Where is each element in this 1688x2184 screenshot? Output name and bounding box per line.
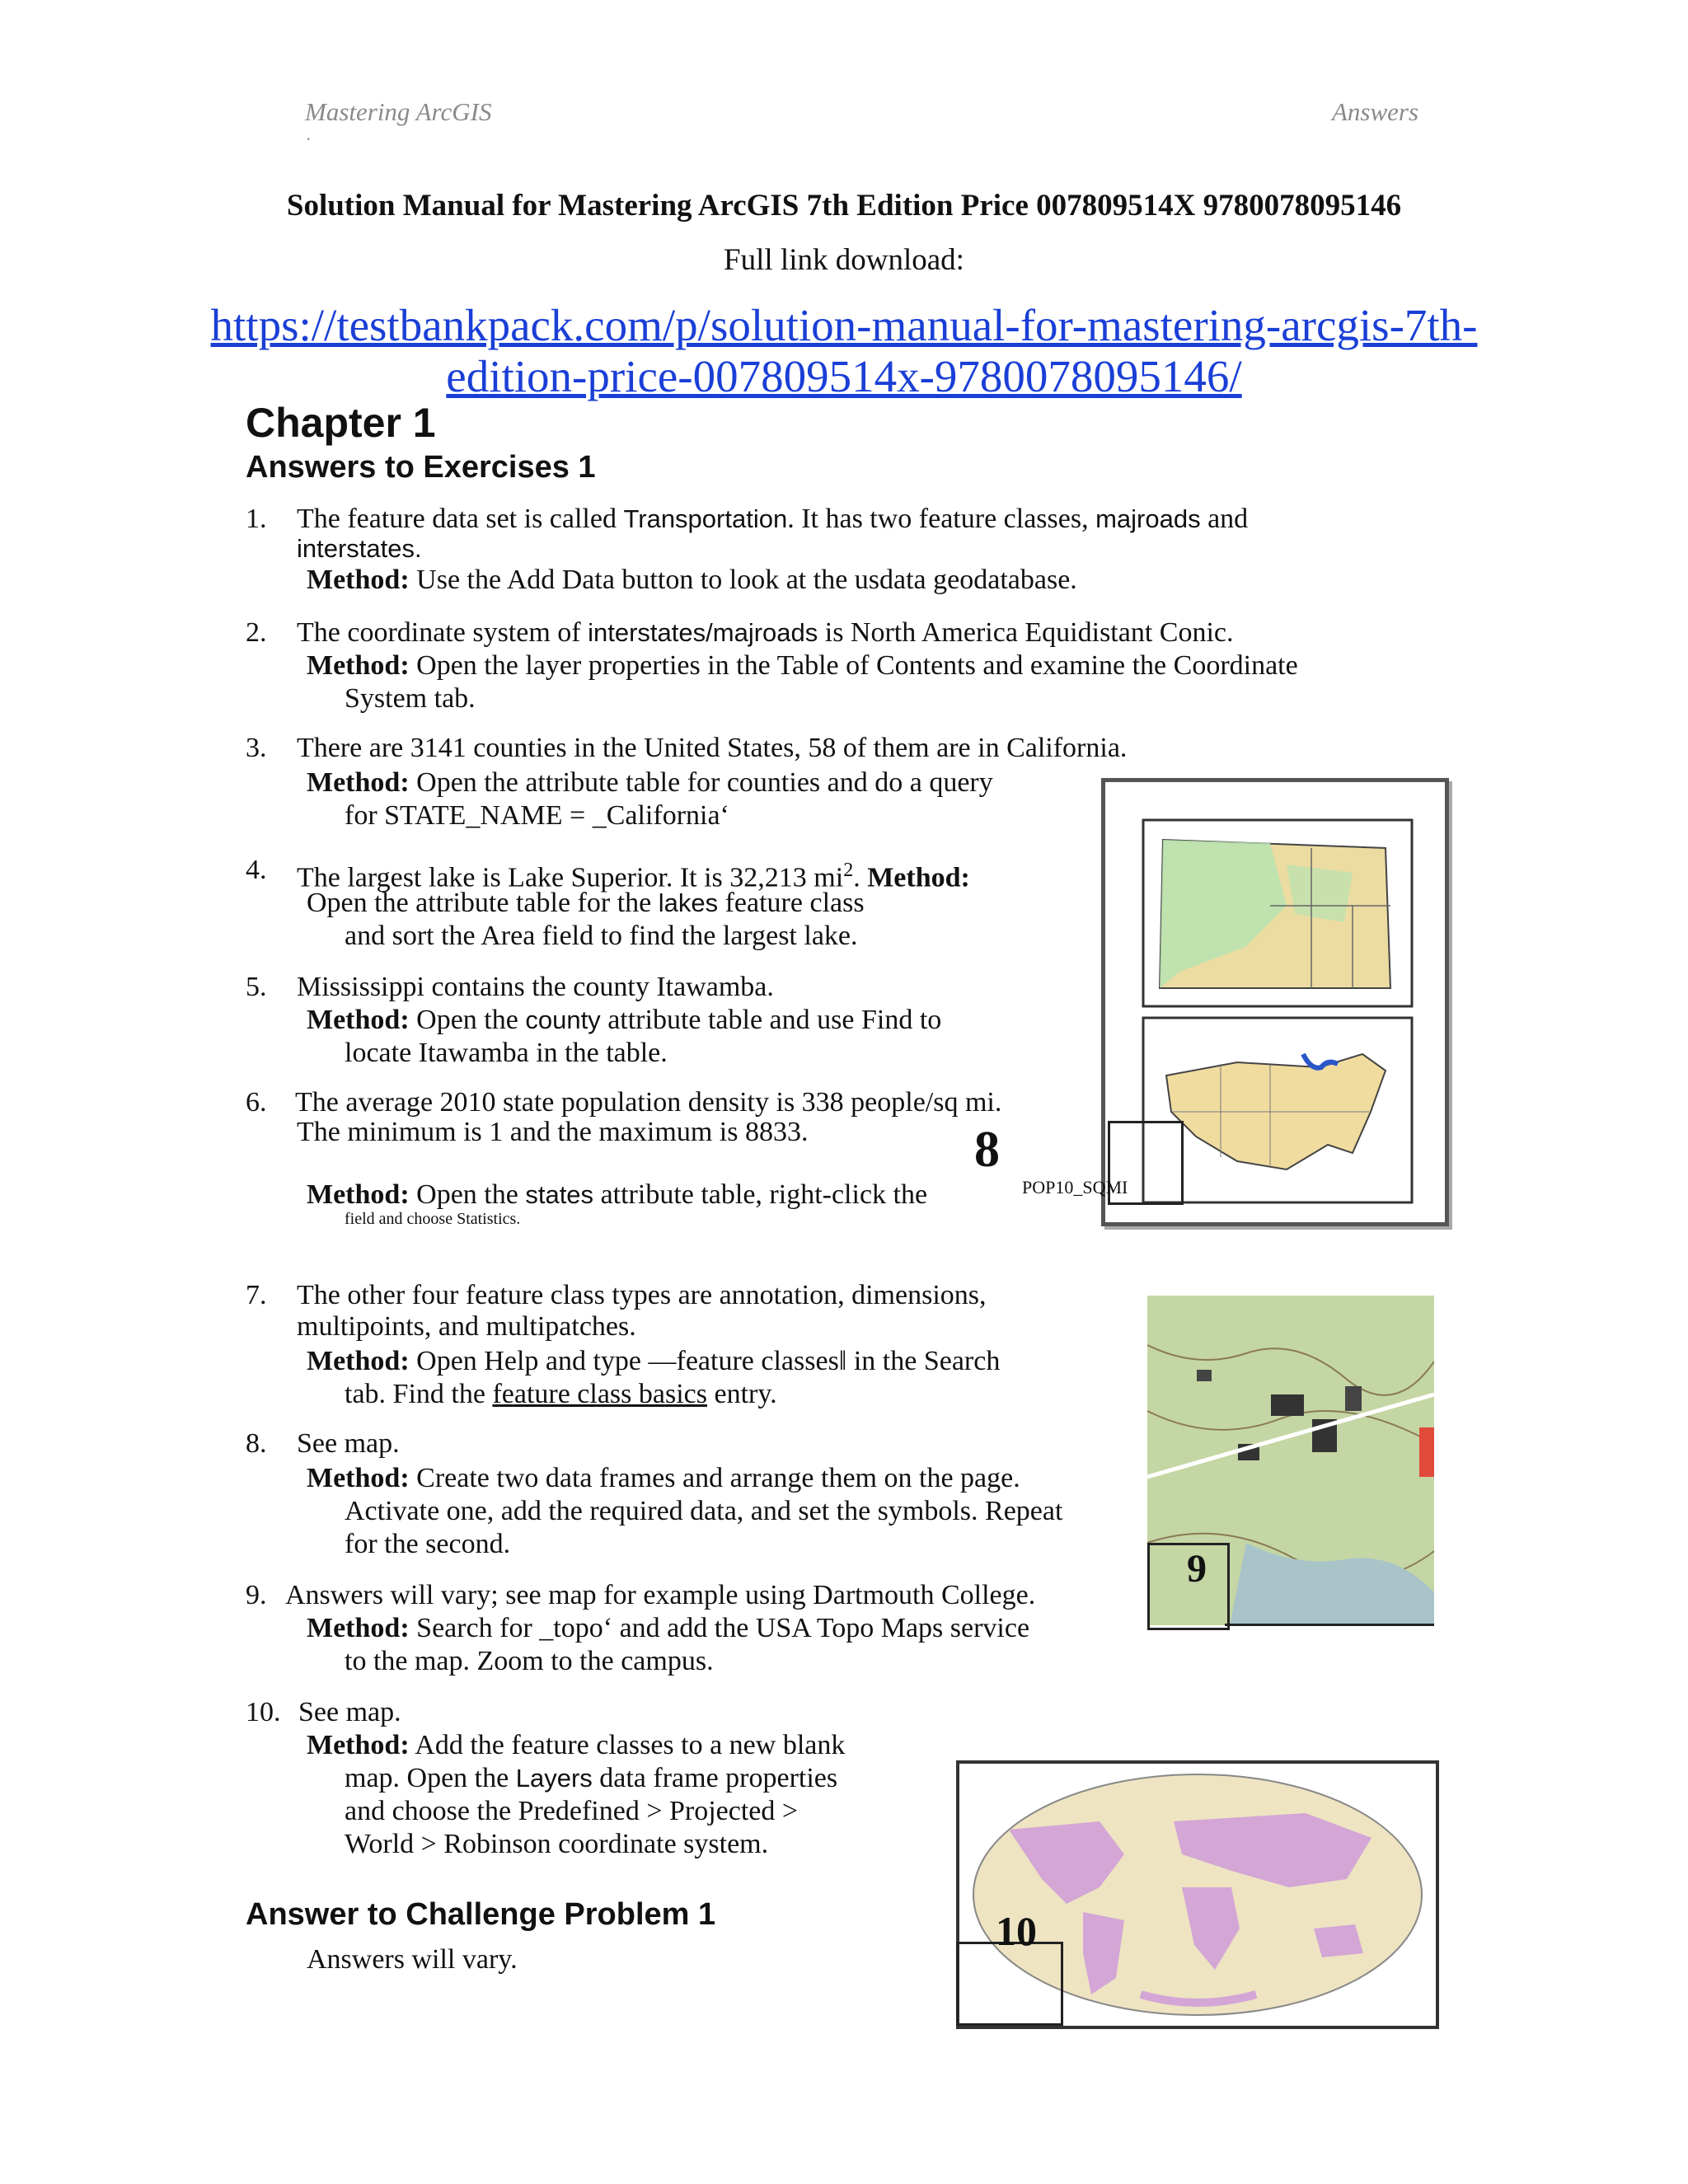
figure-10-number: 10 [996, 1908, 1037, 1954]
item-1-number: 1. [246, 504, 267, 534]
download-label: Full link download: [724, 243, 964, 277]
item-5-answer: Mississippi contains the county Itawamba. [297, 972, 774, 1002]
challenge-heading: Answer to Challenge Problem 1 [246, 1897, 716, 1932]
item-9-number: 9. [246, 1580, 267, 1610]
item-4-method: Open the attribute table for the lakes feature class [307, 888, 865, 918]
chapter-heading: Chapter 1 [246, 400, 436, 446]
item-10-number: 10. [246, 1697, 281, 1727]
item-9-method-cont: to the map. Zoom to the campus. [345, 1646, 714, 1676]
item-3-answer: There are 3141 counties in the United States, 58 of them are in California. [297, 733, 1128, 763]
item-7-answer: The other four feature class types are annotation, dimensions, [297, 1280, 987, 1310]
item-10-method: Method: Add the feature classes to a new blank [307, 1730, 846, 1760]
item-8-method: Method: Create two data frames and arrange them on the page. [307, 1463, 1020, 1493]
item-2-method: Method: Open the layer properties in the Table of Contents and examine the Coordinate [307, 650, 1298, 681]
item-4-number: 4. [246, 855, 267, 885]
item-5-number: 5. [246, 972, 267, 1002]
figure-9-number: 9 [1187, 1547, 1207, 1591]
item-7-number: 7. [246, 1280, 267, 1310]
item-6-answer: The average 2010 state population density is 338 people/sq mi. [295, 1087, 1002, 1118]
item-6-answer-cont: The minimum is 1 and the maximum is 8833. [297, 1117, 809, 1147]
item-2-method-cont: System tab. [345, 683, 476, 714]
item-1-answer: The feature data set is called Transportation. It has two feature classes, majroads and [297, 504, 1249, 534]
challenge-answer: Answers will vary. [307, 1944, 518, 1975]
item-6-method-cont: field and choose Statistics. [345, 1210, 521, 1228]
figure-8-field-label: POP10_SQMI [1022, 1177, 1128, 1197]
item-6-method: Method: Open the states attribute table, right-click the [307, 1179, 928, 1210]
item-5-method-cont: locate Itawamba in the table. [345, 1038, 668, 1068]
download-link-line2[interactable]: edition-price-007809514x-9780078095146/ [446, 351, 1242, 401]
item-7-method: Method: Open Help and type ―feature classes‖ in the Search [307, 1346, 1001, 1376]
section-heading: Answers to Exercises 1 [246, 450, 596, 485]
item-4-answer: The largest lake is Lake Superior. It is 32,213 $mi^2$. Method: [297, 860, 970, 893]
item-3-number: 3. [246, 733, 267, 763]
item-3-method: Method: Open the attribute table for counties and do a query [307, 767, 993, 798]
item-3-method-cont: for STATE_NAME = _California‘ [345, 800, 729, 831]
figure-9-underline [1225, 1624, 1434, 1626]
document-title: Solution Manual for Mastering ArcGIS 7th Edition Price 007809514X 9780078095146 [286, 189, 1402, 223]
item-10-method-cont2: and choose the Predefined > Projected > [345, 1796, 799, 1826]
item-8-number: 8. [246, 1428, 267, 1459]
item-2-answer: The coordinate system of interstates/majroads is North America Equidistant Conic. [297, 617, 1234, 648]
item-8-method-cont1: Activate one, add the required data, and set the symbols. Repeat [345, 1496, 1063, 1526]
item-10-method-cont3: World > Robinson coordinate system. [345, 1829, 769, 1859]
item-8-answer: See map. [297, 1428, 400, 1459]
item-1-answer-cont: interstates. [297, 534, 422, 563]
running-header-right: Answers [1332, 97, 1419, 126]
figure-8-number: 8 [974, 1122, 1000, 1178]
item-10-method-cont1: map. Open the Layers data frame properties [345, 1763, 838, 1793]
item-5-method: Method: Open the county attribute table and use Find to [307, 1005, 942, 1035]
item-7-method-cont: tab. Find the feature class basics entry. [345, 1379, 777, 1409]
item-9-method: Method: Search for _topo‘ and add the USA Topo Maps service [307, 1613, 1030, 1643]
item-2-number: 2. [246, 617, 267, 648]
item-8-method-cont2: for the second. [345, 1529, 511, 1559]
running-header-left: Mastering ArcGIS [305, 97, 492, 126]
download-link-line1[interactable]: https://testbankpack.com/p/solution-manual-for-mastering-arcgis-7th- [210, 300, 1478, 350]
item-10-answer: See map. [298, 1697, 401, 1727]
item-6-number: 6. [246, 1087, 267, 1118]
item-7-answer-cont: multipoints, and multipatches. [297, 1311, 636, 1342]
item-1-method: Method: Use the Add Data button to look at the usdata geodatabase. [307, 565, 1077, 595]
running-header-dot: . [307, 124, 312, 144]
item-4-method-cont: and sort the Area field to find the largest lake. [345, 921, 858, 951]
item-9-answer: Answers will vary; see map for example using Dartmouth College. [285, 1580, 1036, 1610]
